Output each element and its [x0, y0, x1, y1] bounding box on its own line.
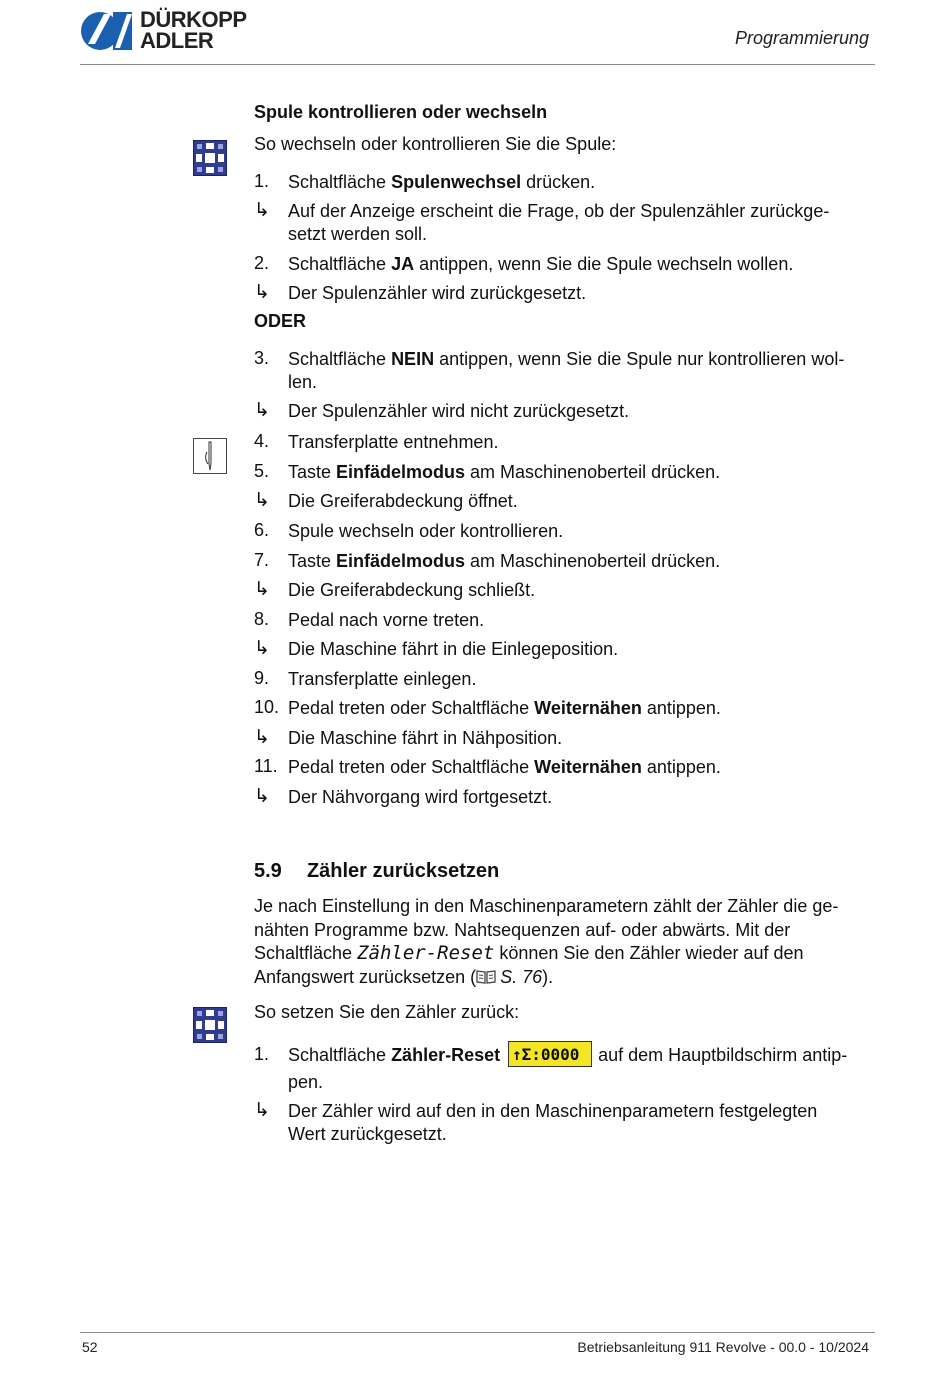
brand-logo [80, 8, 280, 54]
text-line: setzt werden soll. [288, 224, 428, 244]
text-line: pen. [288, 1072, 324, 1093]
step-text [288, 1042, 873, 1096]
book-icon [476, 969, 496, 984]
result-text: Die Maschine fährt in Nähposition. [288, 728, 563, 748]
step-number: 10. [254, 697, 280, 717]
step-text-part: Schaltfläche [288, 172, 392, 192]
step-text-part: antippen. [641, 757, 721, 777]
text-line: Der Zähler wird auf den in den Maschinenparametern festgelegten [288, 1101, 818, 1121]
step-text: Pedal nach vorne treten. [288, 610, 485, 630]
step-text-part: drücken. [521, 172, 596, 192]
text-part: Schaltfläche [254, 943, 358, 963]
button-name: Weiternähen [534, 698, 642, 718]
result-arrow-icon: ↳ [254, 786, 270, 807]
section-title: Zähler zurücksetzen [306, 860, 500, 882]
result-text [288, 1100, 873, 1146]
step-number: 9. [254, 668, 270, 688]
button-name: NEIN [391, 349, 435, 369]
intro-text: So setzen Sie den Zähler zurück: [254, 1002, 520, 1022]
text-part: ). [542, 966, 554, 987]
text-part: Anfangswert zurücksetzen ( [254, 966, 477, 987]
step-text [288, 697, 873, 720]
page-number: 52 [82, 1339, 98, 1355]
step-text: Transferplatte einlegen. [288, 669, 477, 689]
text-line: len. [288, 372, 318, 392]
step-text [288, 171, 873, 194]
key-name: Einfädelmodus [336, 462, 466, 482]
result-text: Der Spulenzähler wird nicht zurückgesetzt. [288, 401, 630, 421]
result-text: Der Nähvorgang wird fortgesetzt. [288, 787, 553, 807]
button-name: Zähler-Reset [391, 1045, 501, 1065]
step-number: 3. [254, 348, 270, 368]
counter-display-text: ↑Σ:0000 [512, 1045, 580, 1065]
text-line: Je nach Einstellung in den Maschinenparametern zählt der Zähler die ge- [254, 896, 839, 916]
text-line: Wert zurückgesetzt. [288, 1124, 447, 1144]
button-name: Weiternähen [534, 757, 642, 777]
result-text [288, 200, 873, 246]
step-text-part: antippen, wenn Sie die Spule nur kontrollieren wol- [434, 349, 845, 369]
result-arrow-icon: ↳ [254, 579, 270, 600]
step-text [288, 348, 873, 394]
button-name: JA [391, 254, 415, 274]
result-text: Der Spulenzähler wird zurückgesetzt. [288, 283, 587, 303]
step-text [288, 461, 873, 484]
result-arrow-icon: ↳ [254, 400, 270, 421]
step-text-part: Schaltfläche [288, 1045, 392, 1065]
step-number: 6. [254, 520, 270, 540]
brand-name [140, 9, 247, 51]
page-footer [80, 1332, 875, 1355]
button-reference: Zähler-Reset [357, 942, 495, 964]
document-info: Betriebsanleitung 911 Revolve - 00.0 - 10/2024 [577, 1339, 869, 1355]
step-text-part: am Maschinenoberteil drücken. [465, 551, 721, 571]
step-text-part: antippen, wenn Sie die Spule wechseln wollen. [414, 254, 794, 274]
page-header [80, 8, 875, 65]
step-text-part: Pedal treten oder Schaltfläche [288, 698, 535, 718]
needle-icon [193, 438, 227, 474]
brand-line1: DÜRKOPP [140, 7, 247, 32]
step-text-part: am Maschinenoberteil drücken. [465, 462, 721, 482]
text-line: nähten Programme bzw. Nahtsequenzen auf- oder abwärts. Mit der [254, 919, 791, 940]
result-arrow-icon: ↳ [254, 490, 270, 511]
step-text: Spule wechseln oder kontrollieren. [288, 521, 564, 541]
brand-logo-icon [80, 8, 138, 54]
step-number: 4. [254, 431, 270, 451]
subsection-title: Spule kontrollieren oder wechseln [254, 102, 548, 122]
section-paragraph [254, 895, 838, 989]
step-text-part: auf dem Hauptbildschirm antip- [598, 1045, 848, 1065]
result-arrow-icon: ↳ [254, 282, 270, 303]
text-part: können Sie den Zähler wieder auf den [494, 943, 804, 963]
text-line: Auf der Anzeige erscheint die Frage, ob der Spulenzähler zurückge- [288, 201, 830, 221]
step-text-part: Taste [288, 551, 337, 571]
text-line [254, 942, 838, 966]
step-text-part: antippen. [641, 698, 721, 718]
control-panel-icon [193, 140, 227, 176]
step-text-part: Schaltfläche [288, 254, 392, 274]
result-arrow-icon: ↳ [254, 1100, 270, 1121]
step-number: 8. [254, 609, 270, 629]
step-text-part: Pedal treten oder Schaltfläche [288, 757, 535, 777]
step-number: 5. [254, 461, 270, 481]
step-text [288, 756, 873, 779]
step-number: 1. [254, 1044, 270, 1064]
result-text: Die Greiferabdeckung schließt. [288, 580, 536, 600]
step-text-part: Taste [288, 462, 337, 482]
button-name: Spulenwechsel [391, 172, 522, 192]
result-arrow-icon: ↳ [254, 638, 270, 659]
brand-line2: ADLER [140, 28, 214, 53]
section-heading [254, 860, 499, 883]
step-number: 1. [254, 171, 270, 191]
counter-reset-graphic [509, 1042, 591, 1066]
result-text: Die Maschine fährt in die Einlegeposition. [288, 639, 619, 659]
step-text-part: Schaltfläche [288, 349, 392, 369]
step-number: 11. [254, 756, 278, 776]
oder-label: ODER [254, 311, 307, 331]
intro-text: So wechseln oder kontrollieren Sie die Spule: [254, 134, 617, 154]
section-number: 5.9 [254, 860, 282, 882]
result-arrow-icon: ↳ [254, 727, 270, 748]
page-reference-link[interactable]: S. 76 [500, 966, 543, 987]
text-line [254, 966, 838, 990]
counter-reset-button[interactable] [508, 1041, 592, 1067]
step-number: 2. [254, 253, 270, 273]
key-name: Einfädelmodus [336, 551, 466, 571]
control-panel-icon [193, 1007, 227, 1043]
text-line [288, 1042, 873, 1069]
step-text [288, 550, 873, 573]
result-text: Die Greiferabdeckung öffnet. [288, 491, 518, 511]
section-name: Programmierung [734, 28, 869, 48]
text-line [288, 348, 873, 371]
step-number: 7. [254, 550, 270, 570]
step-text [288, 253, 873, 276]
step-text: Transferplatte entnehmen. [288, 432, 499, 452]
result-arrow-icon: ↳ [254, 200, 270, 221]
